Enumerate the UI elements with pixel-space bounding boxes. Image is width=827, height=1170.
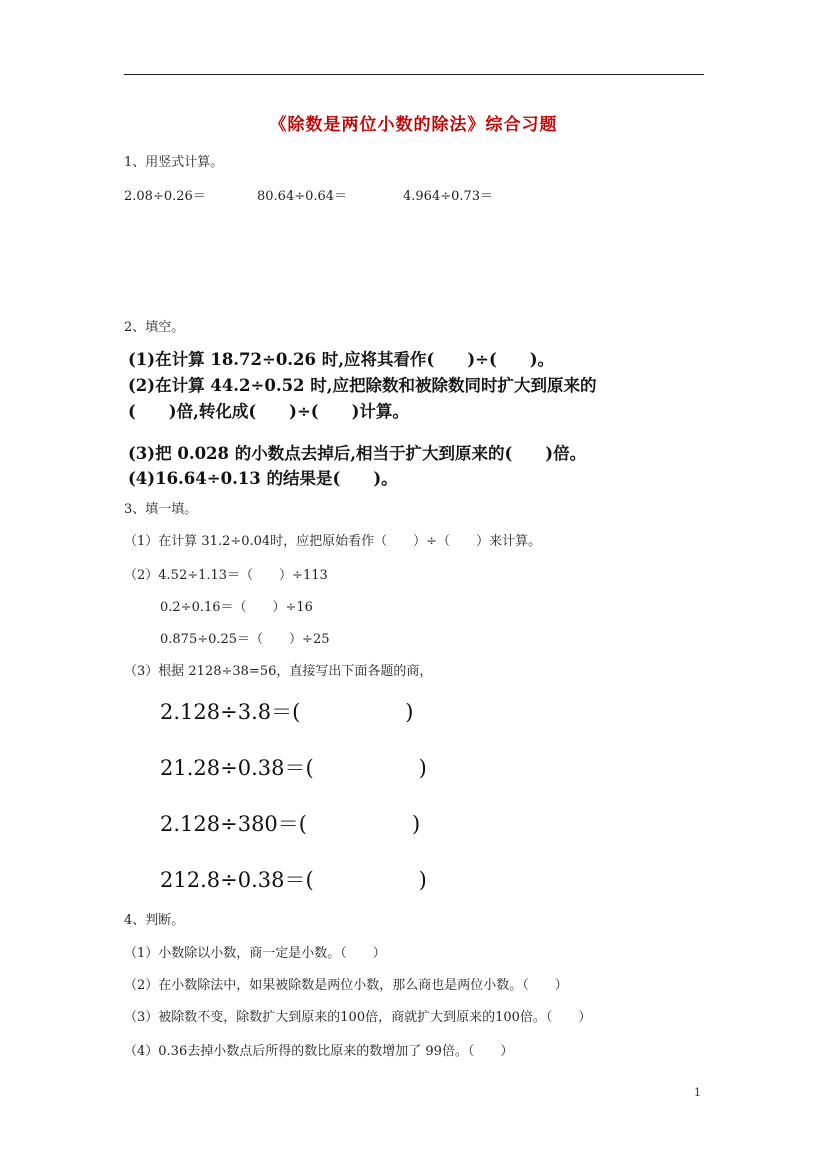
q4-heading: 4、判断。 <box>124 913 185 928</box>
q1-item: 4.964÷0.73＝ <box>403 189 494 204</box>
q3-quotient: 212.8÷0.38＝( ) <box>160 868 427 892</box>
q4-line: （2）在小数除法中，如果被除数是两位小数，那么商也是两位小数。（ ） <box>124 978 568 993</box>
page-title: 《除数是两位小数的除法》综合习题 <box>269 115 558 135</box>
q2-line: (2)在计算 44.2÷0.52 时,应把除数和被除数同时扩大到原来的 <box>128 376 597 395</box>
q2-line: (4)16.64÷0.13 的结果是( )。 <box>128 469 398 488</box>
q4-line: （3）被除数不变，除数扩大到原来的100倍，商就扩大到原来的100倍。（ ） <box>124 1010 592 1025</box>
q3-quotient: 21.28÷0.38＝( ) <box>160 756 427 780</box>
q1-item: 80.64÷0.64＝ <box>257 189 348 204</box>
q3-line: （1）在计算 31.2÷0.04时，应把原始看作（ ）÷（ ）来计算。 <box>124 534 542 549</box>
q3-line: （2）4.52÷1.13＝（ ）÷113 <box>124 568 328 583</box>
header-rule <box>124 74 704 75</box>
page-number: 1 <box>694 1086 701 1099</box>
q3-line: 0.2÷0.16＝（ ）÷16 <box>160 600 313 615</box>
q3-line: （3）根据 2128÷38=56，直接写出下面各题的商， <box>124 664 433 679</box>
q2-line: (3)把 0.028 的小数点去掉后,相当于扩大到原来的( )倍。 <box>128 444 587 463</box>
q4-line: （1）小数除以小数，商一定是小数。（ ） <box>124 946 386 961</box>
q2-heading: 2、填空。 <box>124 320 185 335</box>
q3-heading: 3、填一填。 <box>124 502 198 517</box>
q1-item: 2.08÷0.26＝ <box>124 189 206 204</box>
q2-line: ( )倍,转化成( )÷( )计算。 <box>128 402 409 421</box>
q4-line: （4）0.36去掉小数点后所得的数比原来的数增加了 99倍。（ ） <box>124 1044 514 1059</box>
q3-line: 0.875÷0.25＝（ ）÷25 <box>160 632 330 647</box>
q2-line: (1)在计算 18.72÷0.26 时,应将其看作( )÷( )。 <box>128 350 555 369</box>
q1-heading: 1、用竖式计算。 <box>124 155 224 170</box>
q3-quotient: 2.128÷3.8＝( ) <box>160 700 414 724</box>
q3-quotient: 2.128÷380＝( ) <box>160 812 421 836</box>
